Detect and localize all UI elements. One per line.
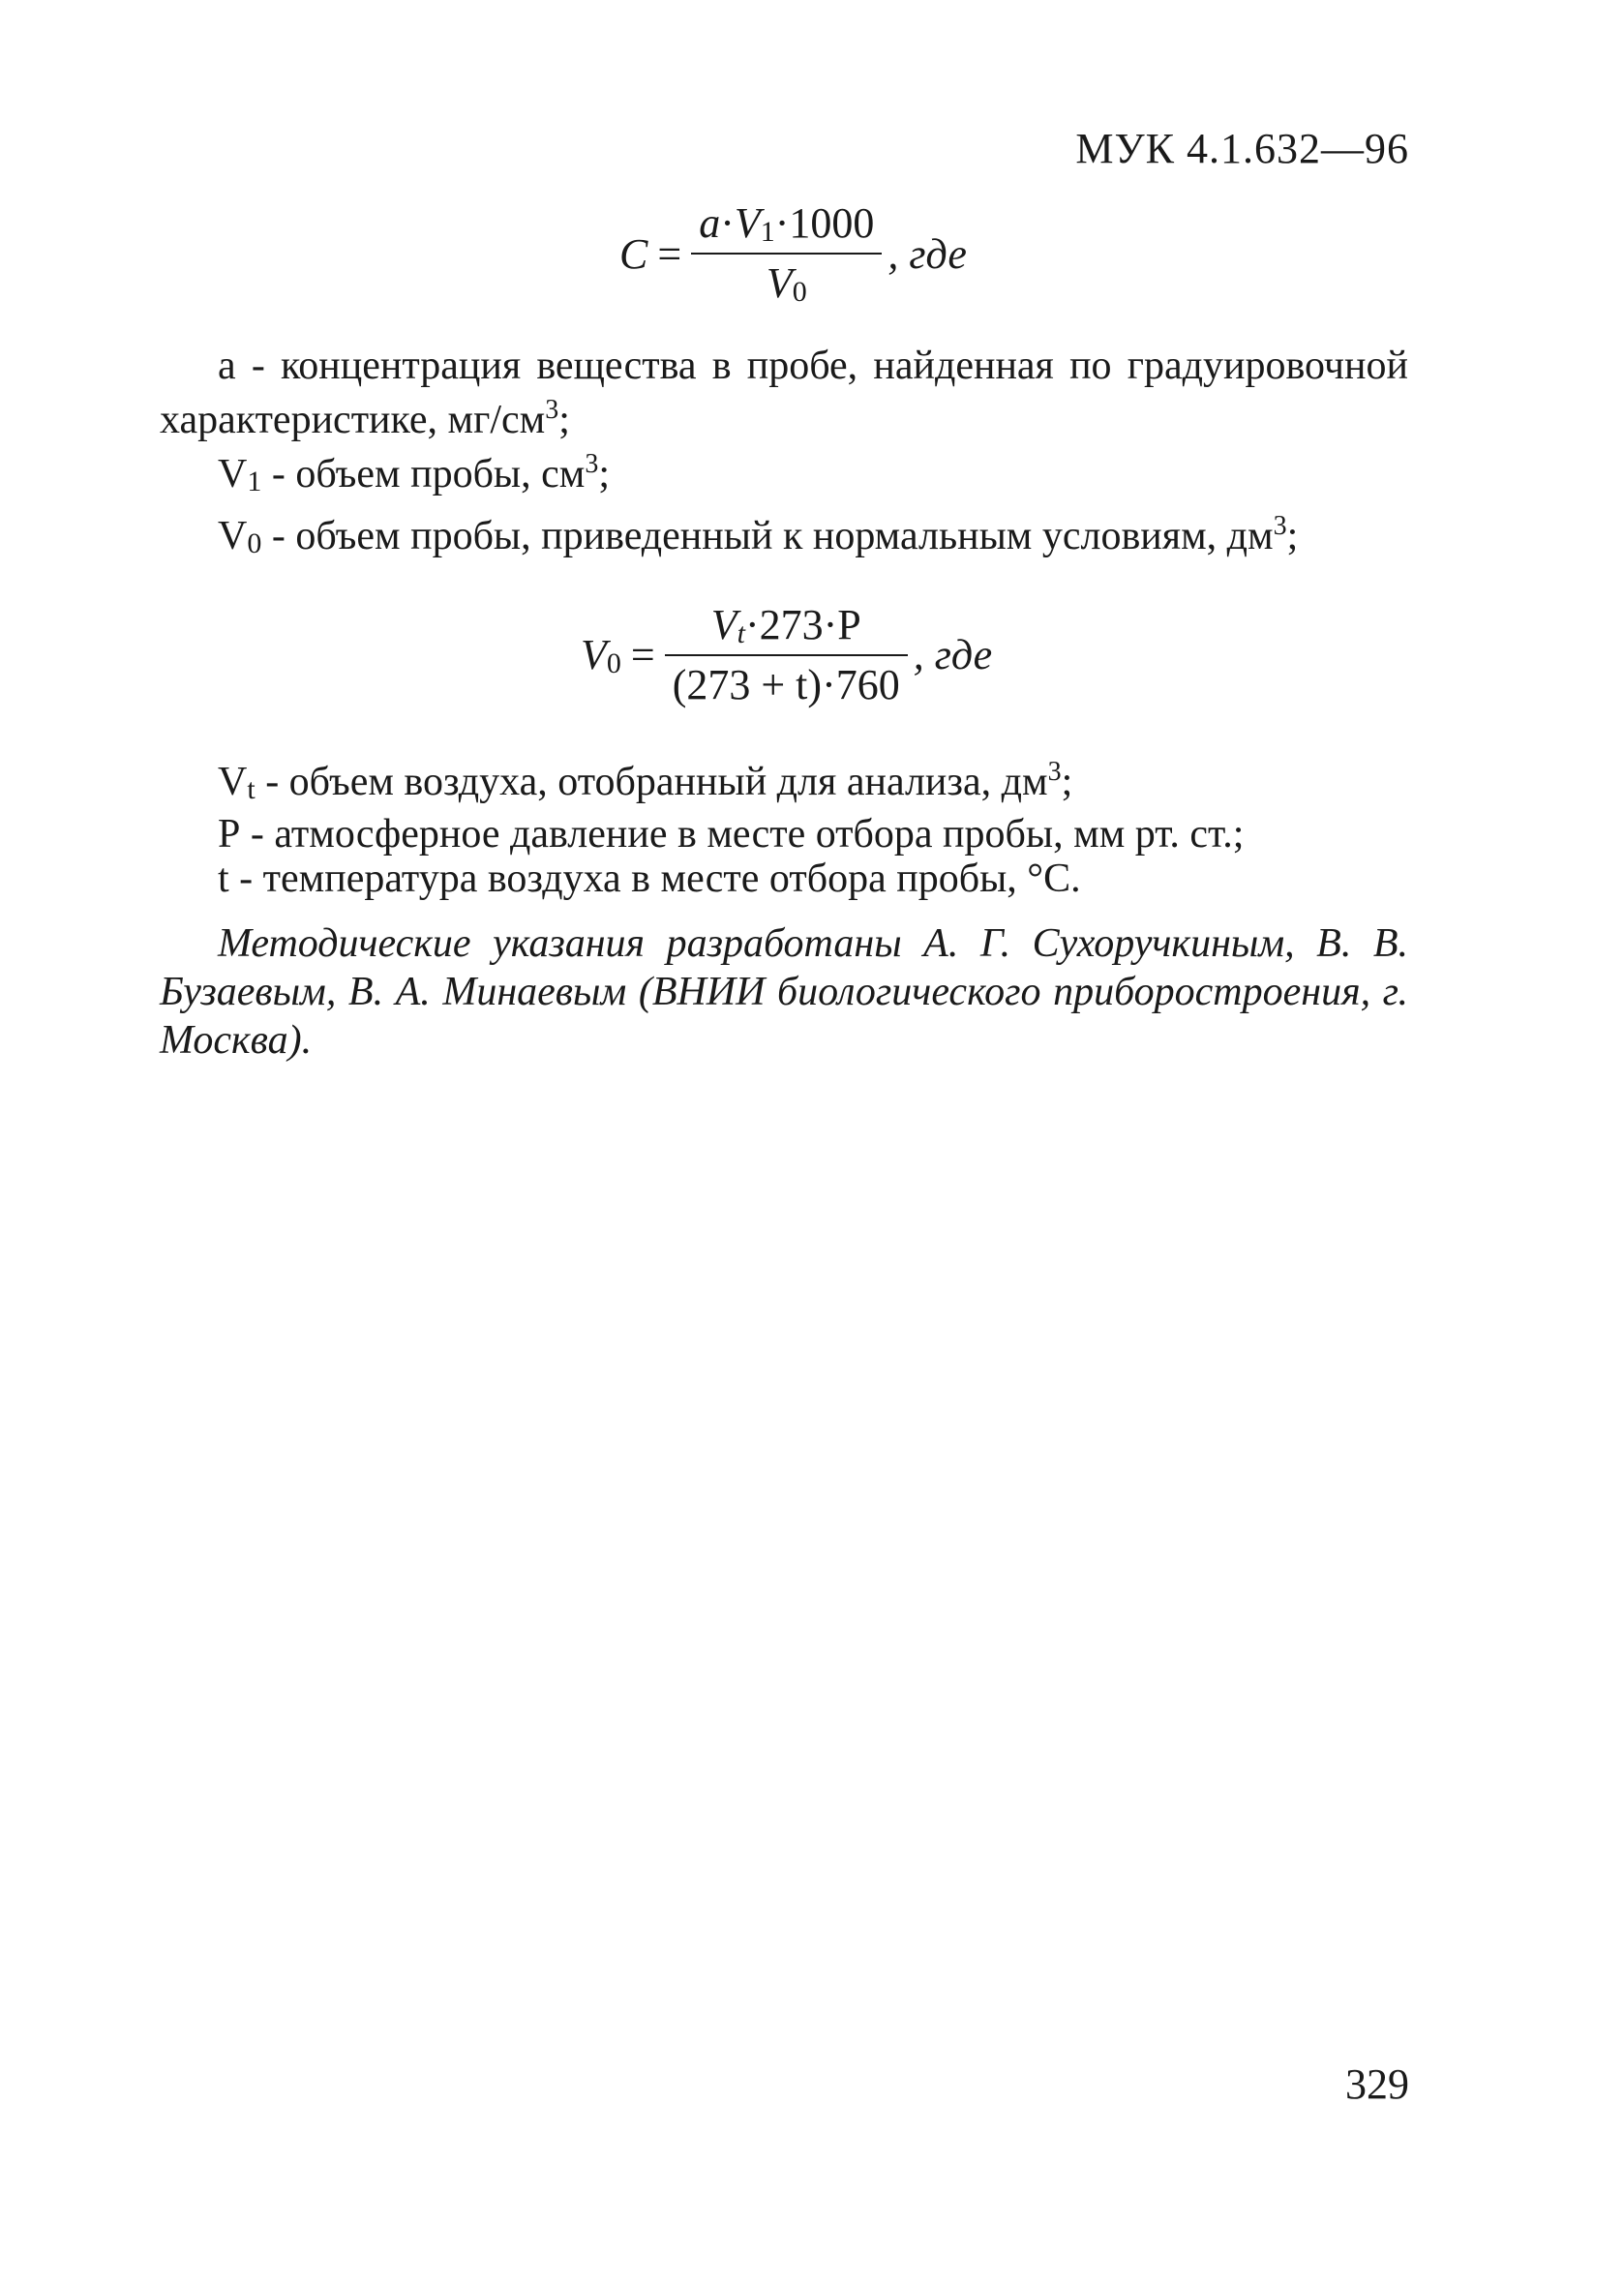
formula-lhs: $V_0$ [581, 630, 621, 679]
fraction-numerator: $V_t\cdot 273\cdot P$ [710, 601, 861, 649]
equals-sign: = [630, 631, 655, 678]
formula-suffix: , где [913, 631, 993, 678]
definitions-block-1 [160, 344, 1408, 566]
formula-suffix: , где [887, 229, 967, 278]
formula-lhs: C [619, 229, 648, 278]
definitions-block-2 [160, 750, 1408, 901]
definition-item: $V_0$ - объем пробы, приведенный к нормальным условиям, $дм^3$; [218, 511, 1299, 559]
definition-item: $V_1$ - объем пробы, $см^3$; [218, 449, 611, 497]
page-number: 329 [1345, 2060, 1409, 2108]
definition-item: t - температура воздуха в месте отбора пробы, °С. [218, 857, 1081, 901]
fraction [691, 198, 882, 309]
authors-credit: Методические указания разработаны А. Г. Сухоручкиным, В. В. Бузаевым, В. А. Минаевым (ВНИИ биологического приборостроения, г. Москва). [160, 921, 1408, 1063]
definition-item: Р - атмосферное давление в месте отбора пробы, мм рт. ст.; [218, 812, 1245, 857]
fraction-denominator: (273 + t)·760 [672, 661, 900, 708]
formula-concentration [619, 198, 967, 309]
equals-sign: = [657, 229, 682, 278]
formula-normalized-volume [581, 600, 992, 709]
definition-item: а - концентрация вещества в пробе, найденная по градуировочной характеристике, $мг/см^3$; [160, 344, 1408, 442]
definition-item: $V_t$ - объем воздуха, отобранный для анализа, $дм^3$; [218, 757, 1073, 805]
fraction-denominator: $V_0$ [766, 259, 807, 308]
fraction [665, 600, 908, 709]
fraction-numerator: $a\cdot V_1\cdot 1000$ [699, 199, 875, 248]
document-code: МУК 4.1.632—96 [1075, 125, 1409, 172]
